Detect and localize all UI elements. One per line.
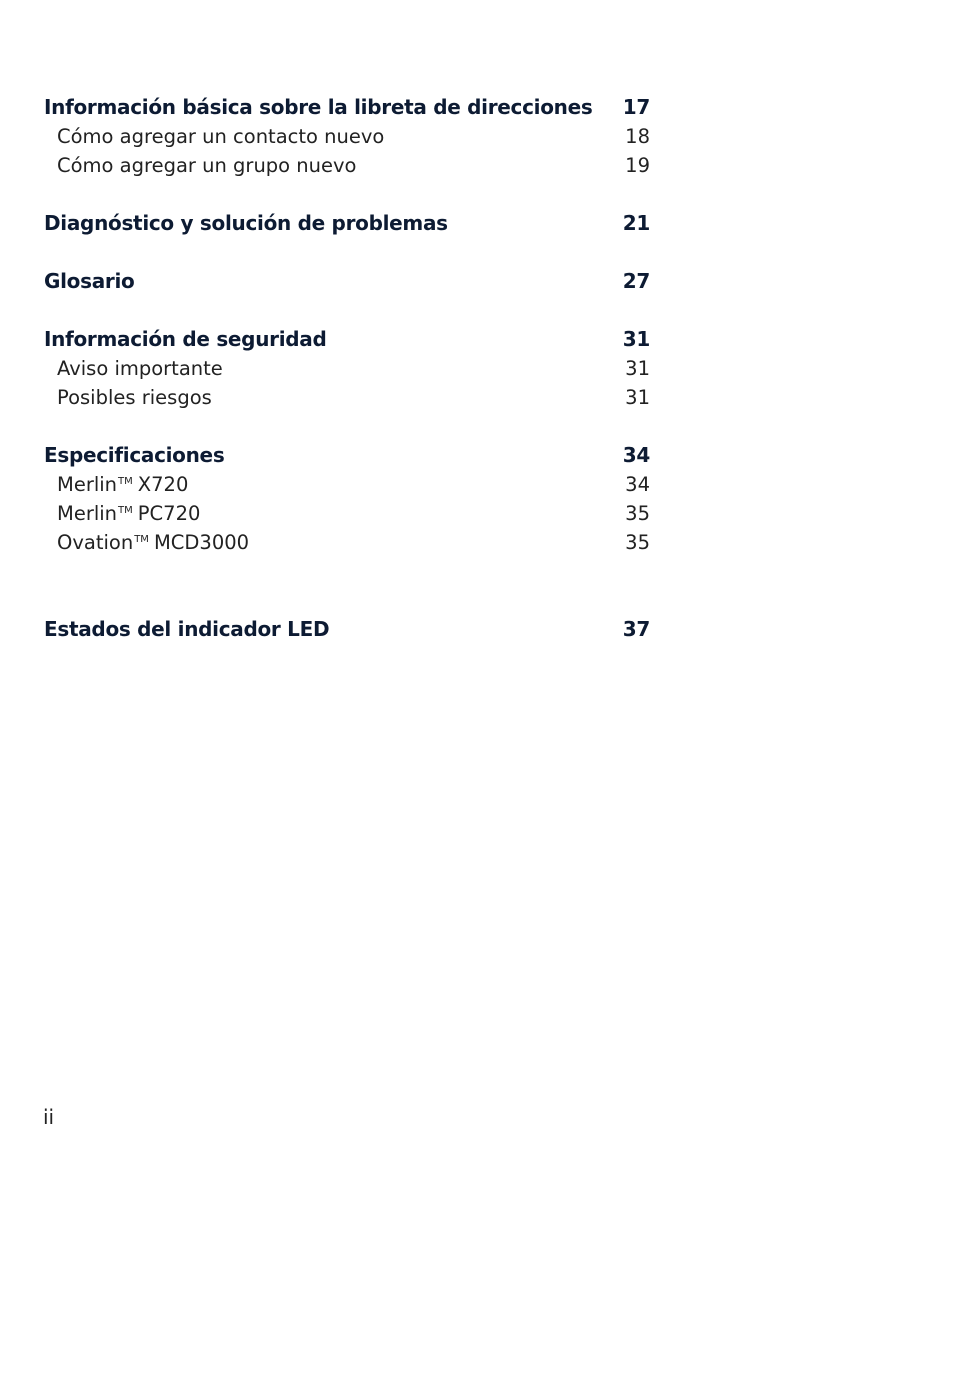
toc-item-label: Cómo agregar un grupo nuevo <box>57 154 357 177</box>
toc-heading-page: 21 <box>622 211 650 235</box>
toc-heading-title: Estados del indicador LED <box>44 617 330 641</box>
toc-heading-row[interactable] <box>44 441 650 470</box>
toc-heading-page: 31 <box>622 327 650 351</box>
toc-heading-row[interactable] <box>44 615 650 644</box>
toc-item-row[interactable] <box>44 499 650 528</box>
toc-item-row[interactable] <box>44 528 650 557</box>
toc-section-glossary <box>44 267 650 296</box>
toc-heading-title: Información básica sobre la libreta de direcciones <box>44 95 593 119</box>
toc-section-specifications <box>44 441 650 557</box>
toc-item-page: 31 <box>625 357 650 380</box>
toc-item-label: Merlin <box>57 502 118 525</box>
toc-item-page: 18 <box>625 125 650 148</box>
section-spacer <box>44 238 650 267</box>
toc-section-safety <box>44 325 650 412</box>
toc-heading-title: Especificaciones <box>44 443 225 467</box>
toc-heading-row[interactable] <box>44 267 650 296</box>
toc-heading-row[interactable] <box>44 93 650 122</box>
toc-item-page: 19 <box>625 154 650 177</box>
section-spacer <box>44 296 650 325</box>
trademark-mark: TM <box>118 475 133 487</box>
toc-item-label: Aviso importante <box>57 357 223 380</box>
toc-item-page: 34 <box>625 473 650 496</box>
trademark-mark: TM <box>134 533 149 545</box>
toc-item-row[interactable] <box>44 354 650 383</box>
toc-item-label: Ovation <box>57 531 134 554</box>
toc-heading-page: 37 <box>622 617 650 641</box>
toc-item-model: PC720 <box>137 502 201 525</box>
toc-heading-page: 27 <box>622 269 650 293</box>
toc-heading-page: 17 <box>622 95 650 119</box>
toc-section-led-states <box>44 615 650 644</box>
toc-item-page: 31 <box>625 386 650 409</box>
toc-section-address-book <box>44 93 650 180</box>
trademark-mark: TM <box>118 504 133 516</box>
toc-item-label-group <box>57 470 188 499</box>
toc-heading-row[interactable] <box>44 209 650 238</box>
table-of-contents <box>44 93 650 644</box>
toc-heading-row[interactable] <box>44 325 650 354</box>
section-spacer <box>44 412 650 441</box>
toc-section-troubleshooting <box>44 209 650 238</box>
toc-item-label: Merlin <box>57 473 118 496</box>
toc-item-label: Posibles riesgos <box>57 386 212 409</box>
toc-item-row[interactable] <box>44 122 650 151</box>
toc-item-page: 35 <box>625 502 650 525</box>
toc-item-row[interactable] <box>44 470 650 499</box>
section-spacer <box>44 557 650 615</box>
toc-heading-page: 34 <box>622 443 650 467</box>
toc-item-label: Cómo agregar un contacto nuevo <box>57 125 385 148</box>
section-spacer <box>44 180 650 209</box>
toc-heading-title: Diagnóstico y solución de problemas <box>44 211 448 235</box>
toc-item-row[interactable] <box>44 151 650 180</box>
page-number: ii <box>43 1105 55 1129</box>
toc-item-page: 35 <box>625 531 650 554</box>
toc-item-label-group <box>57 499 200 528</box>
toc-item-model: X720 <box>137 473 189 496</box>
toc-item-model: MCD3000 <box>153 531 250 554</box>
toc-heading-title: Glosario <box>44 269 135 293</box>
toc-heading-title: Información de seguridad <box>44 327 327 351</box>
toc-item-label-group <box>57 528 249 557</box>
toc-item-row[interactable] <box>44 383 650 412</box>
